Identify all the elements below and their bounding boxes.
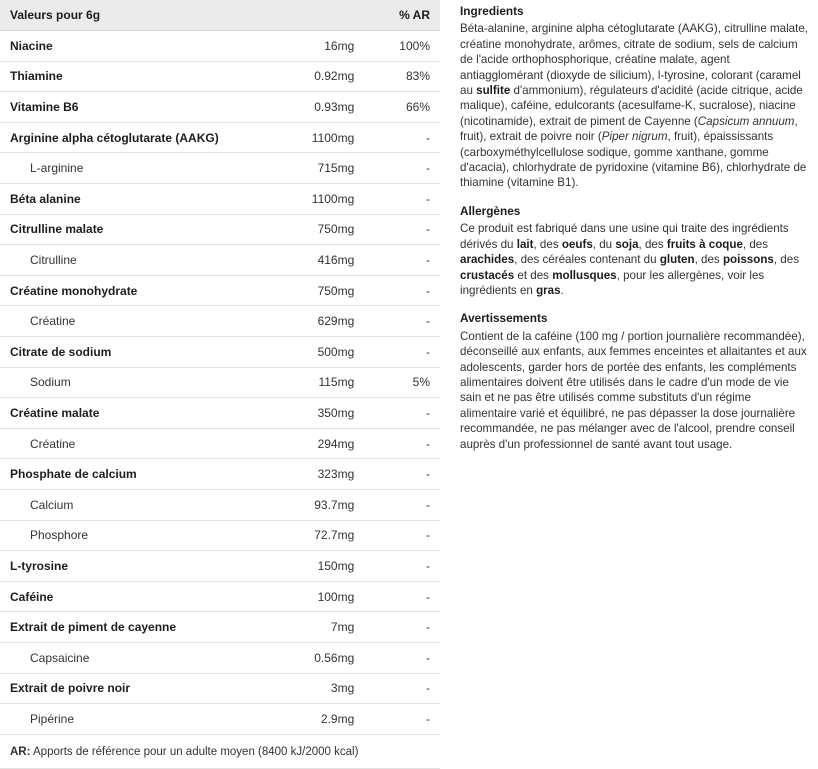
- header-title: Valeurs pour 6g: [0, 0, 252, 31]
- allergenes-text: Ce produit est fabriqué dans une usine qui traite des ingrédients dérivés du lait, des oeufs, du soja, des fruits à coque, des arachides, des céréales contenant du gluten, des poissons, des crustacés et des mollusques, pour les allergènes, voir les ingrédients en gras.: [460, 222, 799, 297]
- avertissements-section: [460, 311, 808, 452]
- table-row: [0, 704, 440, 735]
- avertissements-text: Contient de la caféine (100 mg / portion journalière recommandée), déconseillé aux enfants, aux femmes enceintes et allaitantes et aux adolescents, garder hors de portée des enfants, les compléments alimentaires doivent être utilisés dans le cadre d'un mode de vie sain et ne pas être utilisés comme substituts d'un régime alimentaire varié et équilibré, ne pas dépasser la dose journalière recommandée, ne pas mélanger avec de l'alcool, prendre conseil auprès d'un professionnel de santé avant tout usage.: [460, 329, 807, 451]
- table-row: [0, 551, 440, 582]
- row-name: Créatine malate: [0, 398, 252, 429]
- table-row: [0, 337, 440, 368]
- row-amount: 1100mg: [252, 184, 365, 215]
- table-row: [0, 520, 440, 551]
- row-amount: 3mg: [252, 673, 365, 704]
- table-row: [0, 673, 440, 704]
- row-name: Créatine monohydrate: [0, 275, 252, 306]
- table-row: [0, 306, 440, 337]
- table-row: [0, 275, 440, 306]
- table-row: [0, 31, 440, 62]
- table-row: [0, 214, 440, 245]
- row-ar: 83%: [364, 61, 440, 92]
- ingredients-text: Béta-alanine, arginine alpha cétoglutarate (AAKG), citrulline malate, créatine monohydrate, arômes, citrate de sodium, sels de calcium de l'acide orthophosphorique, créatine malate, agent antiagglomérant (dioxyde de silicium), l-tyrosine, colorant (caramel au sulfite d'ammonium), régulateurs d'acidité (acide citrique, acide malique), caféine, edulcorants (acesulfame-K, sucralose), niacine (nicotinamide), extrait de piment de Cayenne (Capsicum annuum, fruit), extrait de poivre noir (Piper nigrum, fruit), épaississants (carboxyméthylcellulose sodique, gomme xanthane, gomme d'acacia), chlorhydrate de pyridoxine (vitamine B6), chlorhydrate de thiamine (vitamine B1).: [460, 22, 809, 190]
- table-row: [0, 459, 440, 490]
- row-ar: -: [364, 490, 440, 521]
- table-row: [0, 428, 440, 459]
- row-ar: -: [364, 306, 440, 337]
- row-amount: 2.9mg: [252, 704, 365, 735]
- row-amount: 93.7mg: [252, 490, 365, 521]
- row-ar: -: [364, 642, 440, 673]
- row-name: Arginine alpha cétoglutarate (AAKG): [0, 122, 252, 153]
- row-name: Caféine: [0, 581, 252, 612]
- row-name: L-arginine: [0, 153, 252, 184]
- row-name: Calcium: [0, 490, 252, 521]
- row-amount: 100mg: [252, 581, 365, 612]
- ingredients-section: [460, 4, 808, 191]
- row-name: Citrulline: [0, 245, 252, 276]
- row-amount: 323mg: [252, 459, 365, 490]
- table-row: [0, 245, 440, 276]
- row-ar: -: [364, 612, 440, 643]
- row-name: Béta alanine: [0, 184, 252, 215]
- table-row: [0, 398, 440, 429]
- row-ar: -: [364, 275, 440, 306]
- row-name: L-tyrosine: [0, 551, 252, 582]
- table-row: [0, 184, 440, 215]
- avertissements-heading: Avertissements: [460, 311, 548, 326]
- table-row: [0, 642, 440, 673]
- allergenes-section: [460, 204, 808, 298]
- row-amount: 500mg: [252, 337, 365, 368]
- nutrition-table-header-row: [0, 0, 440, 31]
- table-row: [0, 153, 440, 184]
- row-amount: 629mg: [252, 306, 365, 337]
- row-ar: -: [364, 704, 440, 735]
- row-amount: 1100mg: [252, 122, 365, 153]
- row-amount: 72.7mg: [252, 520, 365, 551]
- ingredients-heading: Ingredients: [460, 4, 524, 18]
- table-row: [0, 367, 440, 398]
- row-ar: -: [364, 673, 440, 704]
- table-row: [0, 122, 440, 153]
- row-name: Créatine: [0, 306, 252, 337]
- row-amount: 0.93mg: [252, 92, 365, 123]
- row-amount: 150mg: [252, 551, 365, 582]
- row-ar: -: [364, 581, 440, 612]
- row-ar: -: [364, 214, 440, 245]
- row-ar: -: [364, 153, 440, 184]
- row-ar: 5%: [364, 367, 440, 398]
- header-ar: % AR: [364, 0, 440, 31]
- row-name: Citrate de sodium: [0, 337, 252, 368]
- row-amount: 0.56mg: [252, 642, 365, 673]
- row-name: Citrulline malate: [0, 214, 252, 245]
- footnote-text: Apports de référence pour un adulte moyen (8400 kJ/2000 kcal): [30, 745, 359, 758]
- row-amount: 350mg: [252, 398, 365, 429]
- row-ar: 100%: [364, 31, 440, 62]
- row-amount: 7mg: [252, 612, 365, 643]
- row-amount: 294mg: [252, 428, 365, 459]
- info-panel: [440, 0, 818, 465]
- row-ar: -: [364, 245, 440, 276]
- row-amount: 750mg: [252, 275, 365, 306]
- row-name: Sodium: [0, 367, 252, 398]
- row-ar: -: [364, 551, 440, 582]
- row-amount: 750mg: [252, 214, 365, 245]
- row-name: Vitamine B6: [0, 92, 252, 123]
- row-ar: 66%: [364, 92, 440, 123]
- allergenes-heading: Allergènes: [460, 203, 521, 218]
- row-ar: -: [364, 398, 440, 429]
- table-row: [0, 92, 440, 123]
- table-row: [0, 61, 440, 92]
- row-amount: 0.92mg: [252, 61, 365, 92]
- table-row: [0, 581, 440, 612]
- row-name: Niacine: [0, 31, 252, 62]
- row-name: Capsaicine: [0, 642, 252, 673]
- table-row: [0, 612, 440, 643]
- row-ar: -: [364, 122, 440, 153]
- row-ar: -: [364, 184, 440, 215]
- row-ar: -: [364, 520, 440, 551]
- row-ar: -: [364, 459, 440, 490]
- row-ar: -: [364, 337, 440, 368]
- row-name: Extrait de piment de cayenne: [0, 612, 252, 643]
- row-ar: -: [364, 428, 440, 459]
- header-amount: [252, 0, 365, 31]
- row-name: Créatine: [0, 428, 252, 459]
- footnote-label: AR:: [10, 745, 31, 758]
- row-name: Extrait de poivre noir: [0, 673, 252, 704]
- table-row: [0, 490, 440, 521]
- row-amount: 115mg: [252, 367, 365, 398]
- row-name: Phosphate de calcium: [0, 459, 252, 490]
- row-name: Thiamine: [0, 61, 252, 92]
- row-amount: 715mg: [252, 153, 365, 184]
- row-name: Pipérine: [0, 704, 252, 735]
- row-name: Phosphore: [0, 520, 252, 551]
- nutrition-footnote: [0, 735, 440, 769]
- row-amount: 16mg: [252, 31, 365, 62]
- row-amount: 416mg: [252, 245, 365, 276]
